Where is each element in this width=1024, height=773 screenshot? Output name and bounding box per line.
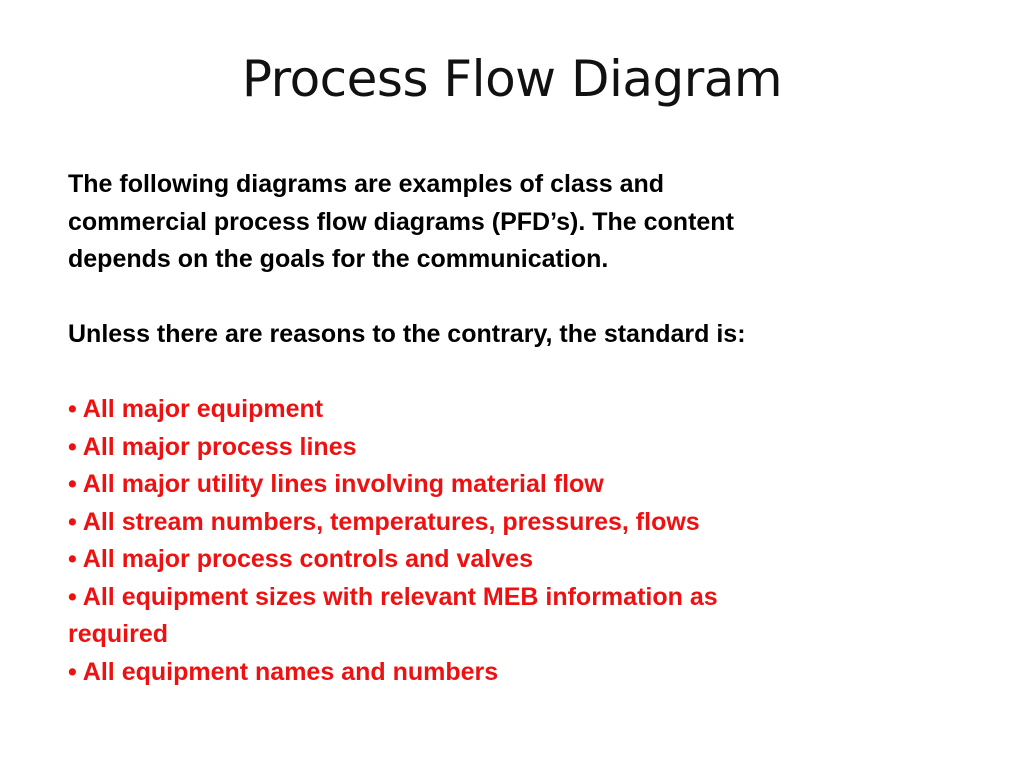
spacer xyxy=(68,354,968,392)
list-item xyxy=(68,429,968,467)
spacer xyxy=(68,279,968,317)
list-item xyxy=(68,466,968,504)
bullet-icon: • xyxy=(68,545,77,573)
list-item-text: All major utility lines involving material flow xyxy=(82,470,604,498)
list-item xyxy=(68,504,968,542)
bullet-icon: • xyxy=(68,507,77,536)
intro-line: depends on the goals for the communication. xyxy=(68,245,609,273)
bullet-icon: • xyxy=(68,657,77,686)
list-item-text: All equipment names and numbers xyxy=(82,657,499,686)
intro-line: commercial process flow diagrams (PFD’s). The content xyxy=(68,207,734,236)
list-item-text: All stream numbers, temperatures, pressures, flows xyxy=(82,507,700,536)
standard-list xyxy=(68,391,968,691)
list-item-text: required xyxy=(68,620,169,648)
slide-body xyxy=(68,166,968,691)
list-item xyxy=(68,541,968,579)
list-item xyxy=(68,391,968,429)
slide-title: Process Flow Diagram xyxy=(241,50,783,108)
list-item xyxy=(68,579,968,654)
standard-line: Unless there are reasons to the contrary, the standard is: xyxy=(68,320,746,348)
list-item-text: All major equipment xyxy=(82,395,324,423)
bullet-icon: • xyxy=(68,470,77,498)
list-item-text: All major process controls and valves xyxy=(82,545,533,573)
list-item xyxy=(68,654,968,692)
bullet-icon: • xyxy=(68,582,77,611)
list-item-text: All equipment sizes with relevant MEB information as xyxy=(82,582,718,611)
bullet-icon: • xyxy=(68,395,77,423)
bullet-icon: • xyxy=(68,432,77,461)
intro-line: The following diagrams are examples of class and xyxy=(68,170,665,198)
list-item-text: All major process lines xyxy=(82,432,357,461)
